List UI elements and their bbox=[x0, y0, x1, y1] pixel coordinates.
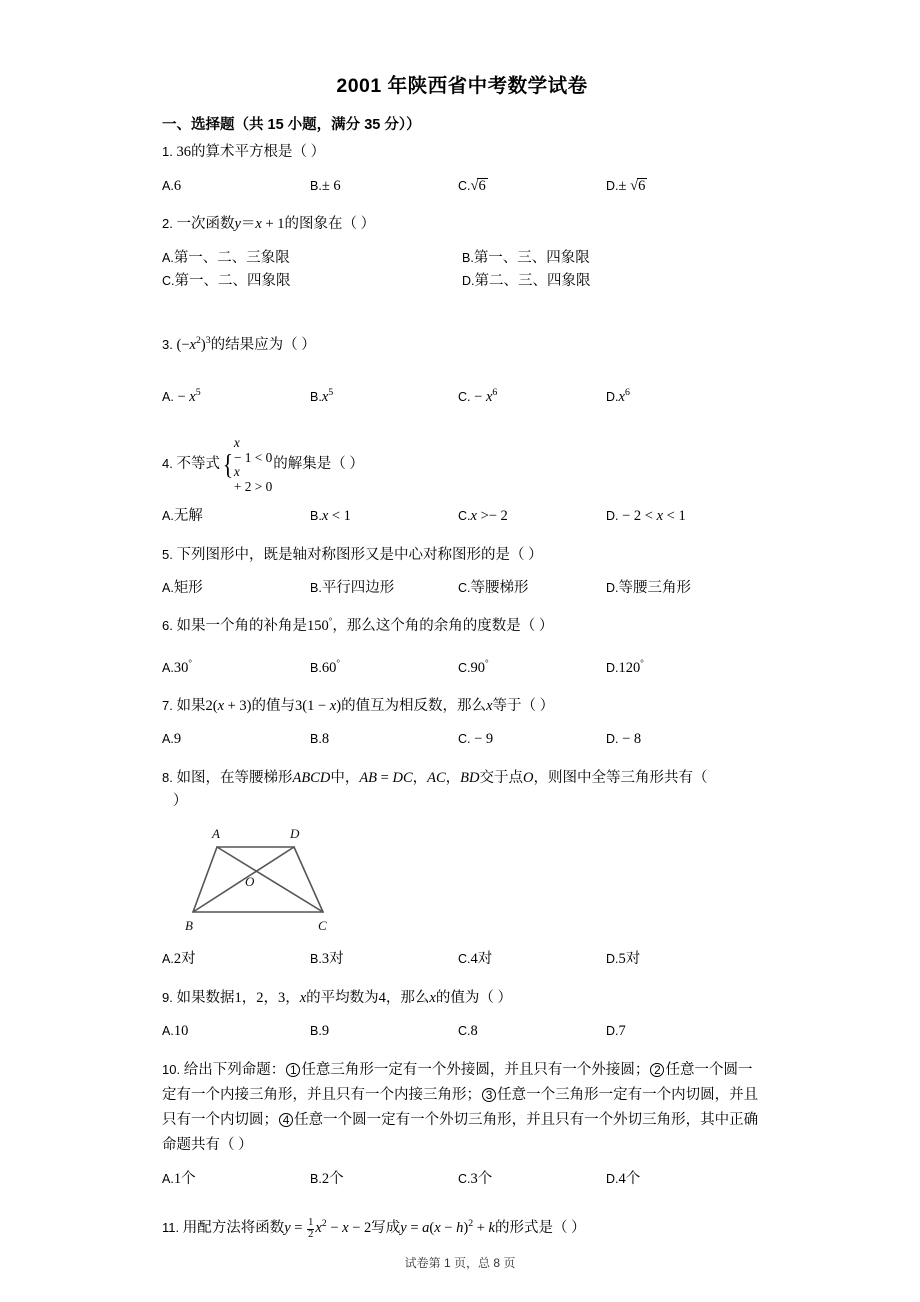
prop-2-marker: 2 bbox=[650, 1063, 664, 1077]
side-AB bbox=[193, 847, 217, 912]
question-1-options bbox=[162, 175, 762, 198]
question-4-number: 4. bbox=[162, 455, 173, 471]
page-title: 2001 年陕西省中考数学试卷 bbox=[336, 75, 588, 97]
option-a[interactable]: A.2对 bbox=[162, 951, 196, 968]
question-2-stem: 2. 一次函数y＝x + 1的图象在（ ） bbox=[162, 216, 376, 233]
option-d[interactable]: D. − 8 bbox=[606, 731, 642, 748]
option-a[interactable]: A.30° bbox=[162, 657, 192, 676]
question-6-prefix: 如果一个角的补角是 bbox=[176, 618, 307, 635]
question-9 bbox=[162, 987, 762, 1044]
option-a[interactable]: A.10 bbox=[162, 1023, 189, 1040]
option-b[interactable]: B.60° bbox=[310, 657, 340, 676]
question-2-number: 2. bbox=[162, 216, 173, 232]
question-4-suffix: 的解集是（ ） bbox=[273, 455, 364, 472]
option-d[interactable]: D.120° bbox=[606, 657, 644, 676]
section-heading: 一、选择题（共 15 小题，满分 35 分）） bbox=[162, 117, 421, 134]
question-9-number: 9. bbox=[162, 989, 173, 1005]
question-8-number: 8. bbox=[162, 769, 173, 785]
option-b[interactable]: B.3对 bbox=[310, 951, 344, 968]
question-4-options bbox=[162, 505, 762, 528]
option-d[interactable]: D.4个 bbox=[606, 1171, 641, 1188]
question-3-options bbox=[162, 386, 762, 409]
inequality-system: { x − 1 < 0 x + 2 > 0 bbox=[222, 434, 273, 495]
question-11 bbox=[162, 1217, 762, 1240]
option-d[interactable]: D.等腰三角形 bbox=[606, 579, 691, 596]
option-c[interactable]: C.x >− 2 bbox=[458, 508, 508, 525]
option-c[interactable]: C.8 bbox=[458, 1023, 478, 1040]
question-2 bbox=[162, 213, 762, 293]
option-a[interactable]: A.第一、二、三象限 bbox=[162, 249, 290, 266]
question-2-prefix: 一次函数 bbox=[176, 216, 235, 233]
option-b[interactable]: B.9 bbox=[310, 1023, 330, 1040]
question-11-prefix: 用配方法将函数 bbox=[182, 1220, 285, 1237]
question-5 bbox=[162, 544, 762, 601]
question-2-options bbox=[162, 247, 762, 293]
question-7-stem: 7. 如果2(x + 3)的值与3(1 − x)的值互为相反数，那么x等于（ ） bbox=[162, 697, 555, 714]
option-c[interactable]: C. − $x^6$ bbox=[458, 387, 498, 406]
option-d[interactable]: D.7 bbox=[606, 1023, 626, 1040]
option-d[interactable]: D.第二、三、四象限 bbox=[462, 272, 591, 289]
question-7 bbox=[162, 695, 762, 752]
option-b[interactable]: B.第一、三、四象限 bbox=[462, 249, 590, 266]
page-footer: 试卷第 1 页，总 8 页 bbox=[404, 1256, 516, 1270]
label-D: D bbox=[290, 826, 300, 842]
question-1-stem bbox=[162, 141, 762, 164]
question-11-stem: 11. 用配方法将函数y = $\frac{1}{2}$ $x^2 - x - 2$写成$y = a(x - h)^2 + k$的形式是（ ） bbox=[162, 1217, 586, 1240]
question-5-options bbox=[162, 577, 762, 600]
question-8-figure bbox=[172, 819, 762, 944]
question-1-suffix: 的算术平方根是（ ） bbox=[190, 144, 326, 161]
question-6-number: 6. bbox=[162, 618, 173, 634]
question-9-options bbox=[162, 1020, 762, 1043]
option-c[interactable]: C.√6 bbox=[458, 177, 486, 194]
question-6-options bbox=[162, 657, 762, 680]
question-1-number: 1. bbox=[162, 144, 173, 160]
question-10 bbox=[162, 1058, 762, 1191]
option-a[interactable]: A.矩形 bbox=[162, 579, 203, 596]
option-d[interactable]: D.5对 bbox=[606, 951, 641, 968]
diagonal-BD bbox=[193, 847, 294, 912]
option-c[interactable]: C.3个 bbox=[458, 1171, 493, 1188]
option-c[interactable]: C.90° bbox=[458, 657, 489, 676]
question-2-suffix: 的图象在（ ） bbox=[284, 216, 376, 233]
prop-4-marker: 4 bbox=[279, 1113, 293, 1127]
option-c[interactable]: C.4对 bbox=[458, 951, 493, 968]
question-5-number: 5. bbox=[162, 546, 173, 562]
question-1 bbox=[162, 141, 762, 198]
question-11-number: 11. bbox=[162, 1220, 180, 1236]
option-b[interactable]: B.± 6 bbox=[310, 177, 341, 194]
option-a[interactable]: A.1个 bbox=[162, 1171, 196, 1188]
option-b[interactable]: B.平行四边形 bbox=[310, 579, 395, 596]
question-3-stem: 3. $(-x^2)^3$的结果应为（ ） bbox=[162, 335, 316, 353]
option-a[interactable]: A. − $x^5$ bbox=[162, 387, 201, 406]
question-7-options bbox=[162, 728, 762, 751]
question-5-stem bbox=[162, 544, 762, 567]
question-6 bbox=[162, 615, 762, 680]
option-b[interactable]: B.2个 bbox=[310, 1171, 344, 1188]
option-c[interactable]: C.等腰梯形 bbox=[458, 579, 529, 596]
option-b[interactable]: B.8 bbox=[310, 731, 330, 748]
option-d[interactable]: D.± √6 bbox=[606, 177, 646, 194]
diagonal-AC bbox=[217, 847, 323, 912]
option-b[interactable]: B.x < 1 bbox=[310, 508, 351, 525]
question-4-stem bbox=[162, 436, 762, 496]
option-a[interactable]: A.6 bbox=[162, 177, 182, 194]
question-3-suffix: 的结果应为（ ） bbox=[210, 336, 316, 353]
question-4 bbox=[162, 436, 762, 529]
prop-3-marker: 3 bbox=[482, 1088, 496, 1102]
question-10-number: 10. bbox=[162, 1062, 181, 1078]
question-8-options bbox=[162, 948, 762, 971]
question-8-stem: 8. 如图，在等腰梯形ABCD中，AB = DC，AC，BD交于点O，则图中全等三角形共有（ ） bbox=[162, 769, 708, 809]
option-c[interactable]: C.第一、二、四象限 bbox=[162, 272, 291, 289]
question-8 bbox=[162, 767, 762, 972]
option-b[interactable]: $B.x^5$ bbox=[310, 387, 334, 406]
label-O: O bbox=[245, 874, 255, 890]
option-d[interactable]: D. − 2 < x < 1 bbox=[606, 508, 686, 525]
label-A: A bbox=[212, 826, 220, 842]
question-3 bbox=[162, 334, 762, 410]
question-7-number: 7. bbox=[162, 697, 173, 713]
label-B: B bbox=[185, 918, 193, 934]
option-d[interactable]: $D.x^6$ bbox=[606, 387, 630, 406]
question-5-text: 下列图形中，既是轴对称图形又是中心对称图形的是（ ） bbox=[176, 546, 543, 563]
question-4-prefix: 不等式 bbox=[176, 455, 220, 472]
label-C: C bbox=[318, 918, 327, 934]
trapezoid-diagram bbox=[172, 819, 357, 939]
option-a[interactable]: A.9 bbox=[162, 731, 182, 748]
question-6-stem: 6. 如果一个角的补角是150°，那么这个角的余角的度数是（ ） bbox=[162, 616, 554, 635]
question-1-math: 36 bbox=[176, 144, 191, 161]
question-9-stem: 9. 如果数据1，2，3，x的平均数为4，那么x的值为（ ） bbox=[162, 989, 512, 1006]
question-10-options bbox=[162, 1168, 762, 1191]
prop-1-marker: 1 bbox=[286, 1063, 300, 1077]
question-3-number: 3. bbox=[162, 336, 173, 352]
option-a[interactable]: A.无解 bbox=[162, 508, 203, 525]
option-c[interactable]: C. − 9 bbox=[458, 731, 494, 748]
page-content bbox=[162, 74, 762, 1244]
one-half-fraction: $\frac{1}{2}$ bbox=[308, 1217, 314, 1240]
question-10-stem: 10. 给出下列命题： 1 任意三角形一定有一个外接圆，并且只有一个外接圆； 2 任意一个圆一定有一个内接三角形，并且只有一个内接三角形； 3 任意一个三角形一定有一个内切圆，并且只有一个内切圆； 4 任意一个圆一定有一个外切三角形，并且只有一个外切三角形，其中正确命题共有（ ） bbox=[162, 1062, 759, 1154]
question-6-suffix: ，那么这个角的余角的度数是（ ） bbox=[332, 618, 554, 635]
